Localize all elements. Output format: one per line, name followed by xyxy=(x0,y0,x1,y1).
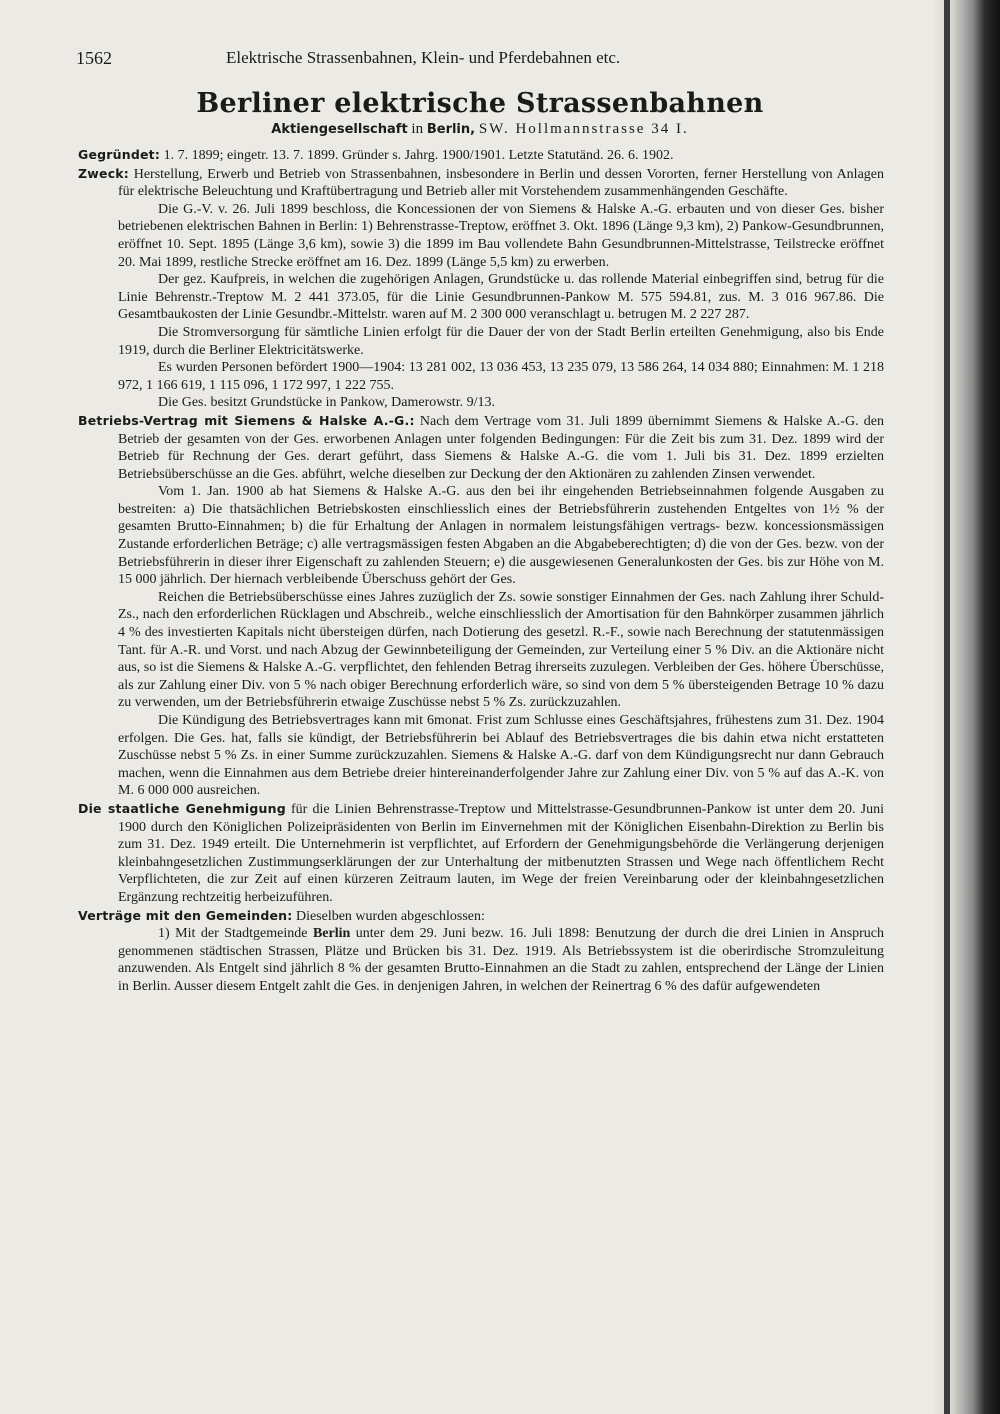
article-body xyxy=(78,146,884,996)
running-head: Elektrische Strassenbahnen, Klein- und Pferdebahnen etc. xyxy=(226,48,621,67)
page-number: 1562 xyxy=(76,48,112,68)
article-subtitle xyxy=(0,121,960,138)
paragraph-text: Die G.-V. v. 26. Juli 1899 beschloss, die Koncessionen der von Siemens & Halske A.-G. erbauten und von dieser Ges. bisher betriebenen elektrischen Bahnen in Berlin: 1) Behrenstrasse-Treptow, eröffnet 3. Okt. 1896 (Länge 9,3 km), 2) Pankow-Gesundbrunnen, eröffnet 10. Sept. 1895 (Länge 3,6 km), sowie 3) die 1899 im Bau vollendete Bahn Gesundbrunnen-Mittelstrasse, Teilstrecke eröffnet 20. Mai 1899, restliche Strecke eröffnet am 16. Dez. 1899 (Länge 5,5 km) zu erwerben. xyxy=(118,201,884,270)
paragraph-pre: 1) Mit der Stadtgemeinde xyxy=(158,926,308,942)
subtitle-in: in xyxy=(411,121,424,137)
company-address: SW. Hollmannstrasse 34 I. xyxy=(478,121,689,137)
paragraph-text: Vom 1. Jan. 1900 ab hat Siemens & Halske A.-G. aus den bei ihr eingehenden Betriebseinnahmen folgende Ausgaben zu bestreiten: a) Die thatsächlichen Betriebskosten einschliesslich eines der Betriebsführerin zustehenden Entgeltes von 1½ % der gesamten Brutto-Einnahmen; b) die für Erhaltung der Anlagen in normalem leistungsfähigen vertrags- bezw. koncessionsmässigen Zustande erforderlichen Beträge; c) alle vertragsmässigen festen Abgaben an die Abgabeberechtigten; d) die von der Ges. bezw. von der Betriebsführerin in dieser ihrer Eigenschaft zu zahlenden Steuern; e) die ausgewiesenen Generalunkosten der Ges. bis zur Höhe von M. 15 000 jährlich. Der hiernach verbleibende Überschuss gehört der Ges. xyxy=(118,484,884,588)
paragraph-municipal-contracts xyxy=(78,907,884,926)
gutter-shadow-line xyxy=(944,0,950,1414)
paragraph-surplus xyxy=(78,589,884,712)
paragraph-text: Reichen die Betriebsüberschüsse eines Jahres zuzüglich der Zs. sowie sonstiger Einnahmen der Ges. nach Zahlung ihrer Schuld-Zs., nach den erforderlichen Rücklagen und Abschreib., welche einschliesslich der Amortisation für den Bahnkörper zusammen jährlich 4 % des investierten Kapitals nicht übersteigen dürfen, nach Dotierung des gesetzl. R.-F., sowie nach Berechnung der statutenmässigen Tant. für A.-R. und Vorst. und nach Abzug der Gewinnbeteiligung der Gemeinden, zur Verteilung einer 5 % Div. an die Aktionäre nicht aus, so ist die Siemens & Halske A.-G. verpflichtet, den fehlenden Betrag ihrerseits zuzulegen. Verbleiben der Ges. höhere Überschüsse, als zur Zahlung einer Div. von 5 % nach obiger Berechnung erforderlich wäre, so sind von dem 5 % übersteigenden Betrage 10 % dazu zu verwenden, um der Betriebsführerin etwaige Zuschüsse nebst 5 % Zs. zurückzuzahlen. xyxy=(118,589,884,711)
paragraph-text: Herstellung, Erwerb und Betrieb von Strassenbahnen, insbesondere in Berlin und dessen Vororten, ferner Herstellung von Anlagen für elektrische Beleuchtung und Kraftübertragung und Betrieb aller mit Vorstehendem zusammenhängenden Geschäfte. xyxy=(118,166,884,200)
paragraph-operating-contract xyxy=(78,412,884,483)
paragraph-text: Die Ges. besitzt Grundstücke in Pankow, Damerowstr. 9/13. xyxy=(158,395,495,411)
paragraph-text: Die Kündigung des Betriebsvertrages kann mit 6monat. Frist zum Schlusse eines Geschäftsjahres, frühestens zum 31. Dez. 1904 erfolgen. Die Ges. hat, falls sie kündigt, der Betriebsführerin bei Ablauf des Betriebsvertrages die bis dahin etwa nicht erstatteten Zuschüsse nebst 5 % Zs. in einer Summe zurückzuzahlen. Siemens & Halske A.-G. darf von dem Kündigungsrecht nur dann Gebrauch machen, wenn die Einnahmen aus dem Betriebe dreier hintereinanderfolgender Jahre zur Zahlung einer Div. von 5 % auf das A.-K. von M. 6 000 000 ausreichen. xyxy=(118,713,884,799)
page-header xyxy=(76,48,916,70)
paragraph-berlin-contract xyxy=(78,925,884,995)
paragraph-text: für die Linien Behrenstrasse-Treptow und Mittelstrasse-Gesundbrunnen-Pankow ist unter dem 20. Juni 1900 durch den Königlichen Polizeipräsidenten von Berlin im Einvernehmen mit der Königlichen Eisenbahn-Direktion zu Berlin bis zum 31. Dez. 1949 erteilt. Die Unternehmerin ist verpflichtet, auf Erfordern der Genehmigungsbehörde die Verlängerung derjenigen kleinbahngesetzlichen Zustimmungserklärungen der zur Unterhaltung der mitbenutzten Strassen und Wege nach öffentlichem Recht Verpflichteten, die zur Zeit auf einen kürzeren Zeitraum lauten, im Wege der freien Vereinbarung oder der kleinbahngesetzlichen Ergänzung rechtzeitig herbeizuführen. xyxy=(118,801,884,905)
paragraph-text: Nach dem Vertrage vom 31. Juli 1899 übernimmt Siemens & Halske A.-G. den Betrieb der gesamten von der Ges. erworbenen Anlagen unter folgenden Bedingungen: Für die Zeit bis zum 31. Dez. 1899 wird der Betrieb für Rechnung der Ges. derart geführt, dass Siemens & Halske A.-G. die vom 1. Juli bis 31. Dez. 1899 erzielten Betriebsüberschüsse an die Ges. abführt, welche dieselben zur Deckung der den Aktionären zu zahlenden Zinsen verwendet. xyxy=(118,413,885,482)
paragraph-property xyxy=(78,394,884,412)
paragraph-purpose xyxy=(78,165,884,201)
book-gutter xyxy=(932,0,1000,1414)
paragraph-lead: Betriebs-Vertrag mit Siemens & Halske A.-G.: xyxy=(78,412,415,428)
paragraph-text: Dieselben wurden abgeschlossen: xyxy=(295,908,485,924)
paragraph-founded xyxy=(78,146,884,165)
paragraph-text: Die Stromversorgung für sämtliche Linien erfolgt für die Dauer der von der Stadt Berlin erteilten Genehmigung, also bis Ende 1919, durch die Berliner Elektricitätswerke. xyxy=(118,324,884,358)
paragraph-lead: Zweck: xyxy=(78,165,130,181)
paragraph-text: Der gez. Kaufpreis, in welchen die zugehörigen Anlagen, Grundstücke u. das rollende Material einbegriffen sind, betrug für die Linie Behrenstr.-Treptow M. 2 441 373.05, für die Linie Gesundbrunnen-Pankow M. 575 594.81, zus. M. 3 016 967.86. Die Gesamtbaukosten der Linie Gesundbr.-Mittelstr. waren auf M. 2 300 000 veranschlagt u. betrugen M. 2 227 287. xyxy=(118,272,884,323)
paragraph-lead: Die staatliche Genehmigung xyxy=(78,800,286,816)
paragraph-power-supply xyxy=(78,324,884,359)
paragraph-state-approval xyxy=(78,800,884,907)
paragraph-text: 1. 7. 1899; eingetr. 13. 7. 1899. Gründer s. Jahrg. 1900/1901. Letzte Statutänd. 26. 6. 1902. xyxy=(163,148,674,163)
paragraph-termination xyxy=(78,712,884,800)
paragraph-passengers xyxy=(78,359,884,394)
paragraph-lead: Gegründet: xyxy=(78,147,161,162)
paragraph-purchase-price xyxy=(78,271,884,324)
paragraph-bold-city: Berlin xyxy=(312,926,351,942)
company-city: Berlin, xyxy=(426,122,476,137)
paragraph-text: Es wurden Personen befördert 1900—1904: 13 281 002, 13 036 453, 13 235 079, 13 586 264, 14 034 880; Einnahmen: M. 1 218 972, 1 166 619, 1 115 096, 1 172 997, 1 222 755. xyxy=(118,360,884,393)
paragraph-lead: Verträge mit den Gemeinden: xyxy=(78,907,293,923)
paragraph-text: unter dem 29. Juni bezw. 16. Juli 1898: Benutzung der durch die drei Linien in Anspruch genommenen städtischen Strassen, Plätze und Brücken bis 31. Dez. 1919. Als Betriebssystem ist die oberirdische Stromzuleitung anzuwenden. Als Entgelt sind jährlich 8 % der gesamten Brutto-Einnahmen an die Stadt zu zahlen, entsprechend der Länge der Linien in Berlin. Ausser diesem Entgelt zahlt die Ges. in denjenigen Jahren, in welchen der Reinertrag 6 % des dafür aufgewendeten xyxy=(118,926,885,994)
article-title: Berliner elektrische Strassenbahnen xyxy=(196,88,764,119)
company-form: Aktiengesellschaft xyxy=(271,122,408,137)
paragraph-expenses xyxy=(78,483,884,589)
paragraph-concessions xyxy=(78,201,884,271)
